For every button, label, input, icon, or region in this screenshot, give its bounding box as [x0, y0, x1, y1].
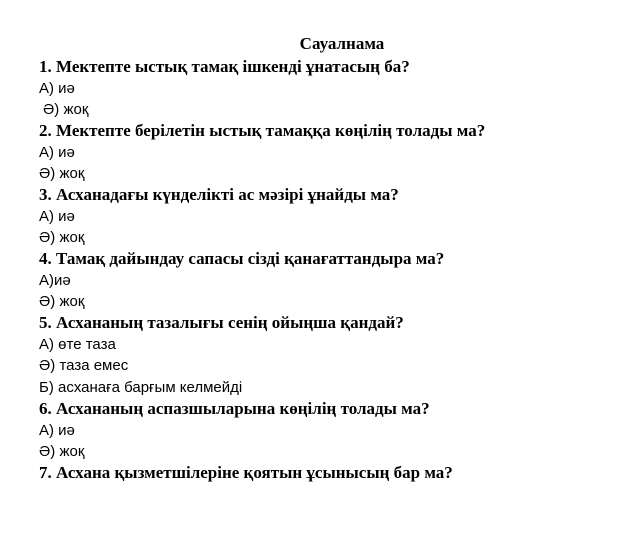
- question-5-option-b: Ә) таза емес: [39, 357, 129, 374]
- question-2-option-a: А) иә: [39, 144, 75, 161]
- question-6-option-a: А) иә: [39, 422, 75, 439]
- question-4-option-a: А)иә: [39, 272, 71, 289]
- document-title: Сауалнама: [299, 34, 385, 53]
- question-6: 6. Асхананың аспазшыларына көңілің толады ма?: [39, 399, 430, 418]
- question-3: 3. Асханадағы күнделікті ас мәзірі ұнайды ма?: [39, 185, 399, 204]
- question-5-option-c: Б) асханаға барғым келмейді: [39, 379, 243, 396]
- question-3-option-b: Ә) жоқ: [39, 229, 85, 246]
- question-7: 7. Асхана қызметшілеріне қоятын ұсынысың бар ма?: [39, 463, 453, 482]
- question-2: 2. Мектепте берілетін ыстық тамаққа көңілің толады ма?: [39, 121, 486, 140]
- question-2-option-b: Ә) жоқ: [39, 165, 85, 182]
- question-5: 5. Асхананың тазалығы сенің ойыңша қандай?: [39, 313, 404, 332]
- question-1-option-a: А) иә: [39, 80, 75, 97]
- question-1-option-b: Ә) жоқ: [43, 101, 89, 118]
- question-3-option-a: А) иә: [39, 208, 75, 225]
- question-6-option-b: Ә) жоқ: [39, 443, 85, 460]
- question-4: 4. Тамақ дайындау сапасы сізді қанағаттандыра ма?: [39, 249, 445, 268]
- question-4-option-b: Ә) жоқ: [39, 293, 85, 310]
- question-5-option-a: А) өте таза: [39, 336, 116, 353]
- question-1: 1. Мектепте ыстық тамақ ішкенді ұнатасың ба?: [39, 57, 410, 76]
